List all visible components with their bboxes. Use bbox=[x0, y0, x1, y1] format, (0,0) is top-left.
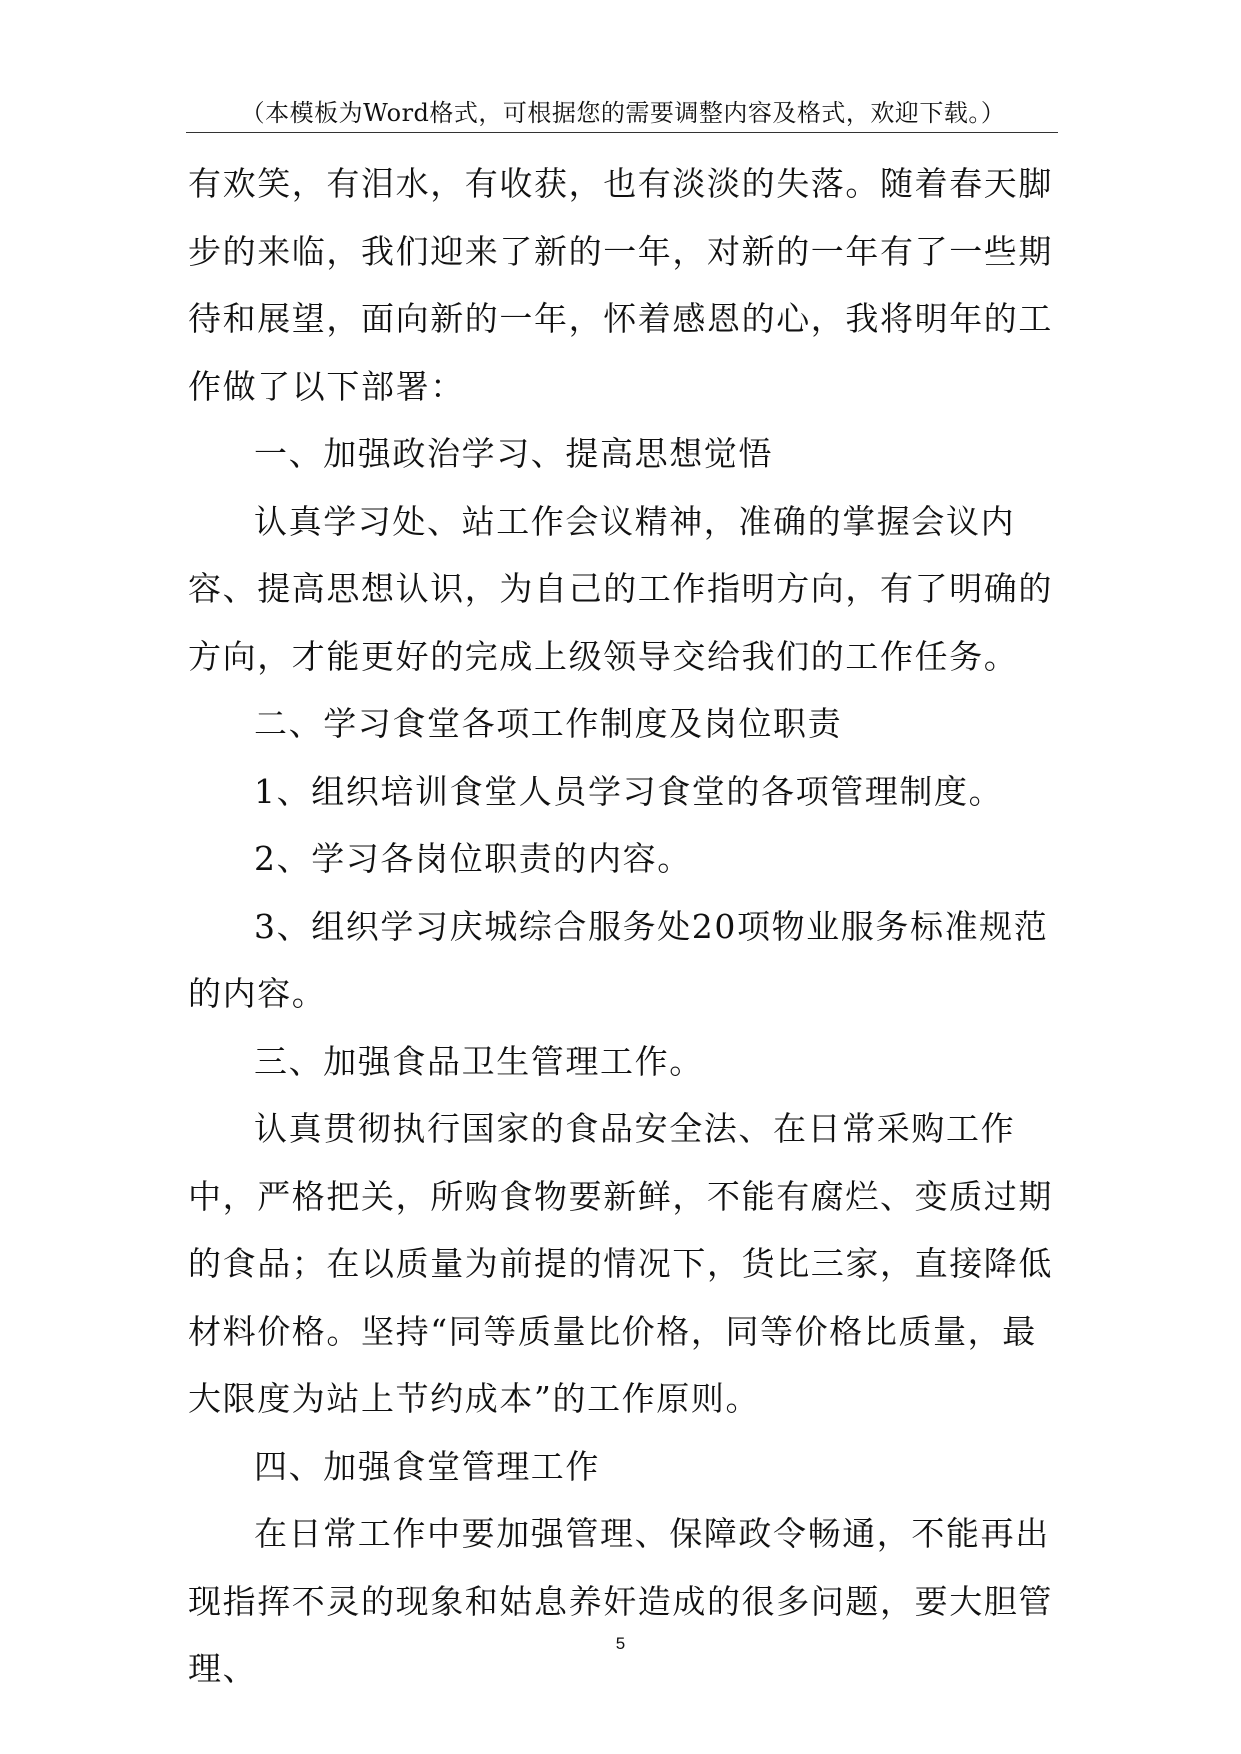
list-item-3: 3、组织学习庆城综合服务处20项物业服务标准规范的内容。 bbox=[188, 906, 1049, 1013]
paragraph-section-4: 在日常工作中要加强管理、保障政令畅通，不能再出现指挥不灵的现象和姑息养奸造成的很多问题，要大胆管理、 bbox=[188, 1514, 1053, 1688]
paragraph-section-3: 认真贯彻执行国家的食品安全法、在日常采购工作中，严格把关，所购食物要新鲜，不能有腐烂、变质过期的食品；在以质量为前提的情况下，货比三家，直接降低材料价格。坚持“同等质量比价格，同等价格比质量，最大限度为站上节约成本”的工作原则。 bbox=[188, 1109, 1053, 1418]
section-heading-1: 一、加强政治学习、提高思想觉悟 bbox=[254, 434, 773, 473]
document-body bbox=[188, 150, 1060, 1703]
list-item-1: 1、组织培训食堂人员学习食堂的各项管理制度。 bbox=[254, 771, 1004, 811]
header-divider bbox=[186, 132, 1058, 133]
section-heading-2: 二、学习食堂各项工作制度及岗位职责 bbox=[254, 704, 843, 743]
paragraph-intro: 有欢笑，有泪水，有收获，也有淡淡的失落。随着春天脚步的来临，我们迎来了新的一年，对新的一年有了一些期待和展望，面向新的一年，怀着感恩的心，我将明年的工作做了以下部署： bbox=[188, 164, 1053, 406]
paragraph-section-1: 认真学习处、站工作会议精神，准确的掌握会议内容、提高思想认识，为自己的工作指明方向，有了明确的方向，才能更好的完成上级领导交给我们的工作任务。 bbox=[188, 501, 1053, 676]
section-heading-4: 四、加强食堂管理工作 bbox=[254, 1446, 600, 1486]
list-item-2: 2、学习各岗位职责的内容。 bbox=[254, 839, 692, 878]
section-heading-3: 三、加强食品卫生管理工作。 bbox=[254, 1041, 704, 1081]
page-number: 5 bbox=[615, 1634, 626, 1653]
header-note: （本模板为Word格式，可根据您的需要调整内容及格式，欢迎下载。） bbox=[240, 99, 1006, 127]
